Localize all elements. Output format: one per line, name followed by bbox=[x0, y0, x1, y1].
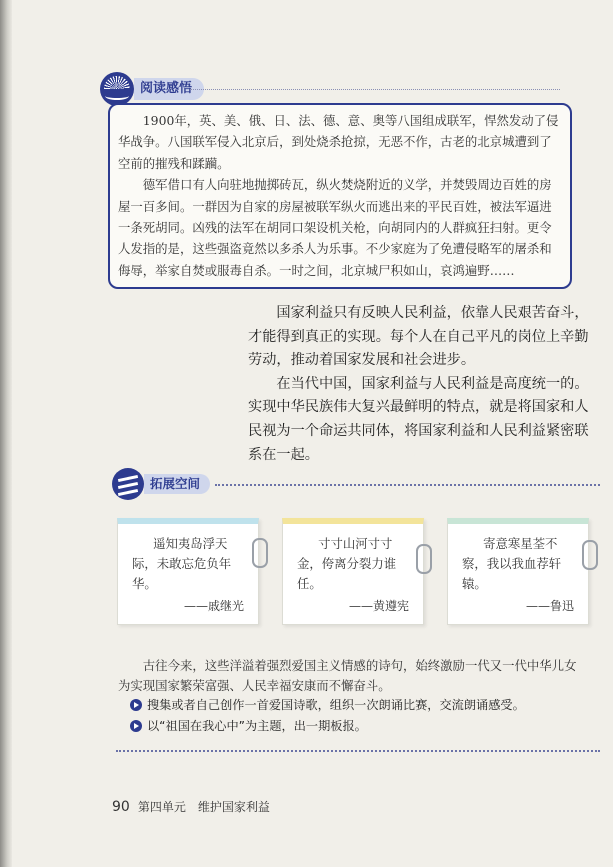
arrow-bullet-icon bbox=[130, 720, 142, 732]
poem-author: ——鲁迅 bbox=[525, 599, 574, 613]
book-spine bbox=[0, 0, 12, 867]
extension-section-title: 拓展空间 bbox=[144, 474, 210, 494]
arrow-bullet-icon bbox=[130, 699, 142, 711]
paperclip-icon bbox=[416, 544, 432, 574]
poem-author: ——戚继光 bbox=[183, 599, 244, 613]
page-footer bbox=[112, 798, 270, 815]
task-text: 以“祖国在我心中”为主题，出一期板报。 bbox=[147, 719, 367, 733]
poem-card bbox=[282, 518, 424, 625]
paperclip-icon bbox=[582, 540, 598, 570]
task-item bbox=[130, 696, 525, 713]
main-body-text bbox=[248, 302, 593, 467]
poem-text: 寸寸山河寸寸金，侉离分裂力谁任。 bbox=[297, 536, 397, 591]
extension-summary: 古往今来，这些洋溢着强烈爱国主义情感的诗句，始终激励一代又一代中华儿女为实现国家繁荣富强、人民幸福安康而不懈奋斗。 bbox=[118, 658, 577, 693]
poem-card bbox=[117, 518, 259, 625]
extension-divider bbox=[215, 484, 600, 486]
reading-paragraph: 德军借口有人向驻地抛掷砖瓦，纵火焚烧附近的义学，并焚毁周边百姓的房屋一百多间。一群因为自家的房屋被联军纵火而逃出来的平民百姓，被法军逼进一条死胡同。凶残的法军在胡同口架设机关枪，向胡同内的人群疯狂扫射。更令人发指的是，这些强盗竟然以多杀人为乐事。不少家庭为了免遭侵略军的屠杀和侮辱，举家自焚或服毒自杀。一时之间，北京城尸积如山，哀鸿遍野…… bbox=[118, 177, 552, 278]
reading-badge-icon bbox=[100, 72, 134, 106]
reading-section-title: 阅读感悟 bbox=[134, 78, 204, 100]
unit-title: 第四单元 维护国家利益 bbox=[137, 800, 270, 814]
poem-text: 寄意寒星荃不察，我以我血荐轩辕。 bbox=[462, 536, 562, 591]
body-paragraph: 国家利益只有反映人民利益，依靠人民艰苦奋斗，才能得到真正的实现。每个人在自己平凡的岗位上辛勤劳动，推动着国家发展和社会进步。 bbox=[248, 305, 589, 369]
poem-card bbox=[447, 518, 589, 625]
reading-paragraph: 1900年，英、美、俄、日、法、德、意、奥等八国组成联军，悍然发动了侵华战争。八国联军侵入北京后，到处烧杀抢掠，无恶不作，古老的北京城遭到了空前的摧残和蹂躏。 bbox=[118, 113, 559, 171]
poem-author: ——黄遵宪 bbox=[348, 599, 409, 613]
paperclip-icon bbox=[252, 538, 268, 568]
task-text: 搜集或者自己创作一首爱国诗歌，组织一次朗诵比赛，交流朗诵感受。 bbox=[147, 698, 525, 712]
task-item bbox=[130, 717, 367, 734]
body-paragraph: 在当代中国，国家利益与人民利益是高度统一的。实现中华民族伟大复兴最鲜明的特点，就是将国家和人民视为一个命运共同体，将国家利益和人民利益紧密联系在一起。 bbox=[248, 375, 589, 463]
poem-text: 遥知夷岛浮天际，未敢忘危负年华。 bbox=[132, 536, 232, 591]
reading-divider bbox=[190, 89, 560, 90]
extension-badge-icon bbox=[112, 468, 144, 500]
bottom-divider bbox=[116, 750, 600, 752]
page-number: 90 bbox=[112, 799, 130, 815]
reading-text bbox=[118, 110, 564, 281]
